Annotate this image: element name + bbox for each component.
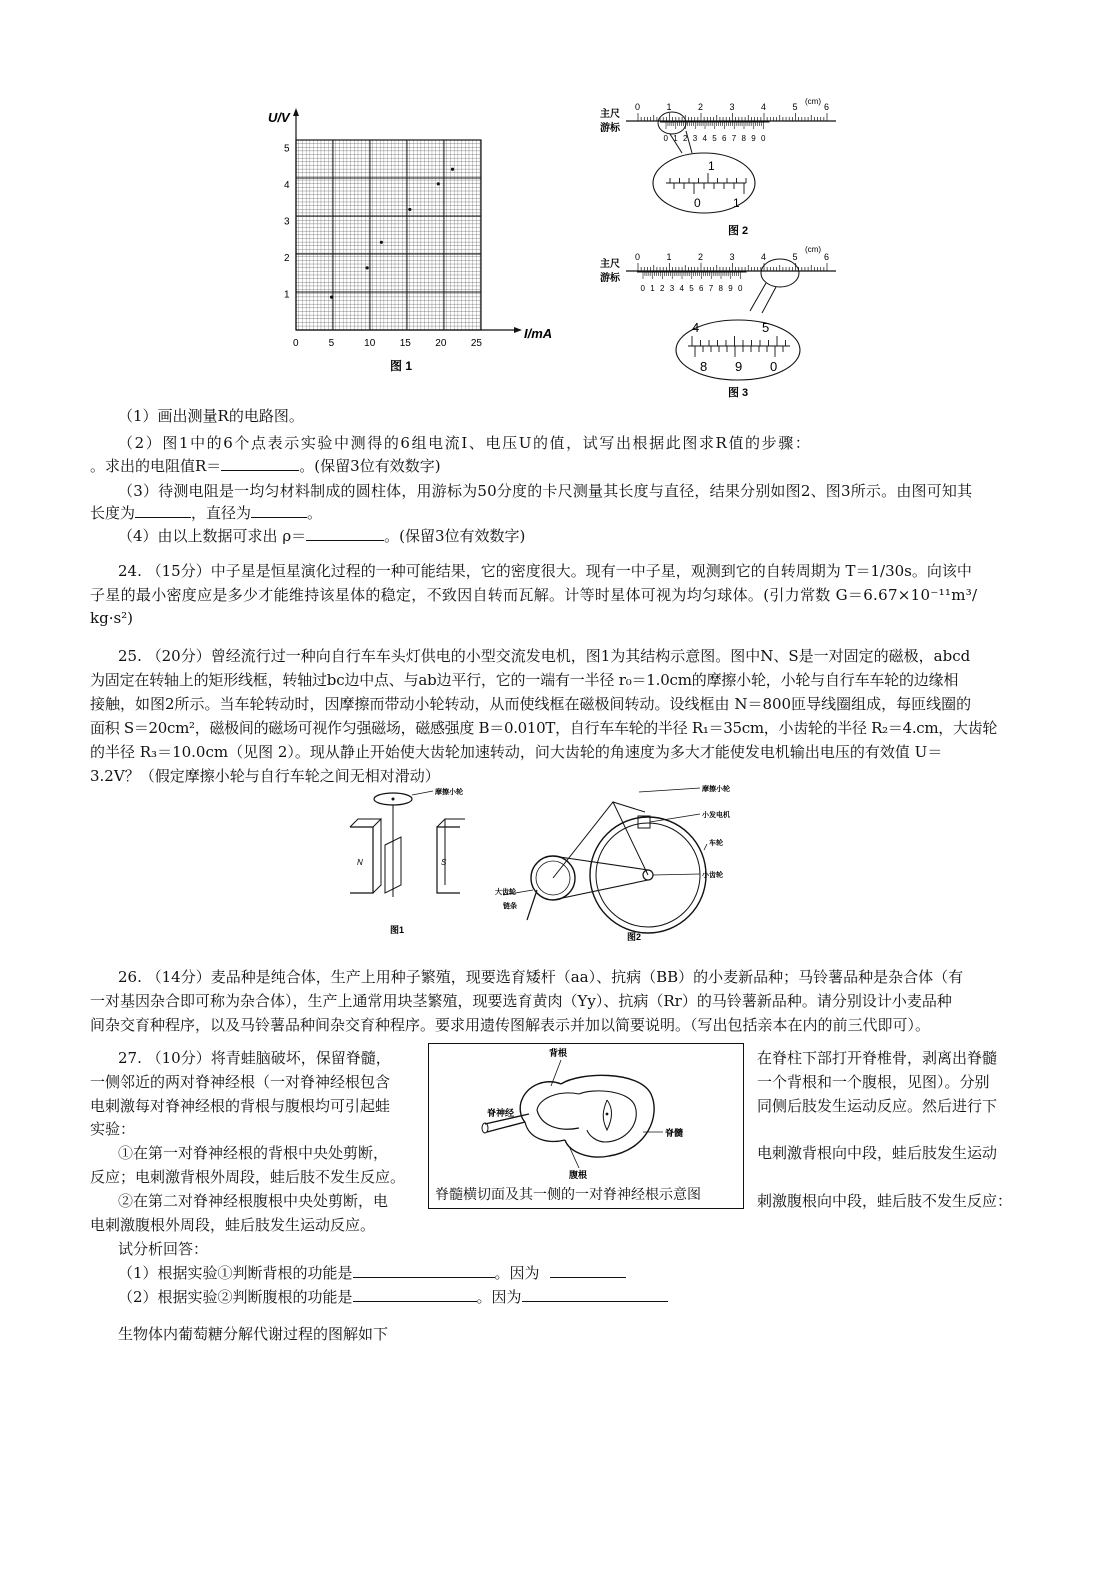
q25-line1: 25. （20分）曾经流行过一种向自行车车头灯供电的小型交流发电机，图1为其结构示意图。图中N、S是一对固定的磁极，abcd <box>118 647 971 665</box>
fig3-zoom-top-1: 5 <box>762 320 770 335</box>
q25-fig1-pole-n: N <box>357 858 363 867</box>
q25-fig1-generator <box>345 785 485 945</box>
fig3-vernier-tick: 6 <box>699 284 704 293</box>
q25-fig2-label-big-gear: 大齿轮 <box>495 889 516 896</box>
q27-ventral-function-blank[interactable] <box>353 1287 477 1302</box>
fig3-caption: 图 3 <box>728 387 749 399</box>
fig3-vernier-tick: 9 <box>728 284 733 293</box>
q25-line4: 面积 S＝20cm²，磁极间的磁场可视作匀强磁场，磁感强度 B＝0.010T，自行车车轮的半径 R₁＝35cm，小齿轮的半径 R₂＝4.cm，大齿轮 <box>90 719 998 737</box>
q25-fig1-caption: 图1 <box>390 925 405 935</box>
q26-line1: 26. （14分）麦品种是纯合体，生产上用种子繁殖，现要选育矮杆（aa）、抗病（BB）的小麦新品种；马铃薯品种是杂合体（有 <box>118 968 964 986</box>
q27-dorsal-reason-blank[interactable] <box>550 1263 626 1278</box>
q25-line2: 为固定在转轴上的矩形线框，转轴过bc边中点、与ab边平行，它的一端有一半径 r₀＝1.0cm的摩擦小轮，小轮与自行车车轮的边缘相 <box>90 671 959 689</box>
fig1-x-tick: 10 <box>364 338 376 349</box>
fig2-vernier-tick: 8 <box>741 134 746 143</box>
fig3-vernier-tick: 5 <box>689 284 694 293</box>
q27-label-ventral-root: 腹根 <box>569 1170 588 1180</box>
fig3-vernier-tick: 8 <box>718 284 723 293</box>
q23-rho-blank[interactable] <box>306 526 384 541</box>
fig2-vernier-caliper <box>600 95 850 240</box>
fig1-data-point <box>451 168 454 171</box>
fig3-vernier-tick: 7 <box>708 284 714 293</box>
q25-line5: 的半径 R₃＝10.0cm（见图 2）。现从静止开始使大齿轮加速转动，问大齿轮的角速度为多大才能使发电机输出电压的有效值 U＝ <box>90 743 943 761</box>
fig2-vernier-tick: 2 <box>683 134 688 143</box>
q23-part3-answer-a: 长度为 <box>90 504 136 522</box>
fig1-x-tick: 0 <box>293 338 299 349</box>
q25-fig2-label-chain: 链条 <box>503 903 517 910</box>
fig1-x-label: I/mA <box>524 326 553 341</box>
q23-part3-answer <box>90 503 322 523</box>
q23-part2-answer-a: 。求出的电阻值R＝ <box>90 457 222 475</box>
q24-line2: 子星的最小密度应是多少才能维持该星体的稳定，不致因自转而瓦解。计等时星体可视为均匀球体。(引力常数 G＝6.67×10⁻¹¹m³/ <box>90 586 978 604</box>
q23-part2: （2）图1中的6个点表示实验中测得的6组电流I、电压U的值，试写出根据此图求R值的步骤： <box>118 434 812 452</box>
q27-answer2 <box>118 1287 668 1307</box>
fig3-zoom-bottom-1: 9 <box>735 359 743 374</box>
q25-fig2-bicycle <box>495 780 755 945</box>
fig2-zoom-top: 1 <box>708 159 715 173</box>
fig1-caption: 图 1 <box>390 359 413 373</box>
fig3-main-tick: 5 <box>792 252 798 262</box>
fig3-vernier-caliper <box>600 243 850 403</box>
fig3-unit: (cm) <box>805 245 821 254</box>
fig1-x-tick: 25 <box>470 338 483 349</box>
q27-right-0: 在脊柱下部打开脊椎骨，剥离出脊髓 <box>757 1049 998 1067</box>
fig1-data-point <box>380 241 383 244</box>
tail-line: 生物体内葡萄糖分解代谢过程的图解如下 <box>118 1325 389 1343</box>
q27-spinal-cord-figure <box>428 1043 744 1209</box>
fig3-zoom-bottom-0: 8 <box>700 359 708 374</box>
fig3-main-tick: 0 <box>635 252 641 262</box>
fig2-vernier-tick: 7 <box>731 134 737 143</box>
q27-label-spinal-cord: 脊髓 <box>665 1128 684 1138</box>
q27-ask: 试分析回答： <box>118 1240 209 1258</box>
fig2-vernier-tick: 0 <box>761 134 766 143</box>
q27-right-4: 刺激腹根向中段，蛙后肢不发生反应： <box>757 1192 1013 1210</box>
q23-part4 <box>118 526 525 546</box>
fig3-main-label: 主尺 <box>600 259 620 270</box>
q27-answer1 <box>118 1263 626 1283</box>
q27-label-spinal-nerve: 脊神经 <box>487 1108 515 1118</box>
fig3-vernier-label: 游标 <box>600 273 620 284</box>
fig1-data-point <box>408 208 411 211</box>
q23-part2-answer <box>90 456 441 476</box>
fig3-main-tick: 3 <box>729 252 735 262</box>
q26-line2: 一对基因杂合即可称为杂合体），生产上通常用块茎繁殖，现要选育黄肉（Yy）、抗病（Rr）的马铃薯新品种。请分别设计小麦品种 <box>90 992 952 1010</box>
fig2-caption: 图 2 <box>728 225 749 237</box>
fig3-vernier-tick: 3 <box>669 284 675 293</box>
q27-answer2-b: 。因为 <box>476 1288 522 1306</box>
q25-fig2-label-generator: 小发电机 <box>702 812 730 819</box>
fig1-data-point <box>366 266 369 269</box>
fig3-zoom-top-0: 4 <box>692 320 700 335</box>
q27-right-1: 一个背根和一个腹根，见图）。分别 <box>757 1073 990 1091</box>
fig1-x-tick: 5 <box>328 338 335 349</box>
fig1-y-tick: 2 <box>284 252 290 264</box>
q27-left-2: 电刺激每对脊神经根的背根与腹根均可引起蛙 <box>90 1097 391 1115</box>
q27-ventral-reason-blank[interactable] <box>522 1287 668 1302</box>
fig2-unit: (cm) <box>805 97 821 106</box>
q25-fig2-caption: 图2 <box>627 932 642 942</box>
q27-left-5: 反应；电刺激背根外周段，蛙后肢不发生反应。 <box>90 1168 406 1186</box>
q25-fig1-pole-s: S <box>441 858 447 867</box>
q27-left-1: 一侧邻近的两对脊神经根（一对脊神经根包含 <box>90 1073 391 1091</box>
q23-part2-answer-b: 。(保留3位有效数字) <box>299 457 441 475</box>
fig2-main-tick: 0 <box>635 102 641 112</box>
q27-label-dorsal-root: 背根 <box>549 1048 568 1058</box>
fig1-data-point <box>437 182 440 185</box>
fig2-zoom-bottom-1: 1 <box>733 196 740 210</box>
fig2-main-tick: 6 <box>824 102 830 112</box>
q25-fig2-label-wheel: 车轮 <box>709 840 723 847</box>
fig2-main-tick: 1 <box>666 102 672 112</box>
fig2-vernier-tick: 9 <box>751 134 756 143</box>
fig2-main-tick: 4 <box>761 102 767 112</box>
fig2-main-tick: 3 <box>729 102 735 112</box>
q27-answer1-b: 。因为 <box>494 1264 540 1282</box>
fig2-vernier-tick: 5 <box>712 134 717 143</box>
fig3-main-tick: 2 <box>698 252 704 262</box>
q23-part3-answer-b: ，直径为 <box>191 504 252 522</box>
fig1-x-tick: 15 <box>399 338 411 349</box>
q25-line6: 3.2V？（假定摩擦小轮与自行车轮之间无相对滑动） <box>90 767 440 785</box>
fig1-y-tick: 4 <box>284 179 290 191</box>
fig2-zoom-bottom-0: 0 <box>694 196 701 210</box>
fig3-vernier-tick: 0 <box>640 284 645 293</box>
q23-part3-answer-c: 。 <box>307 504 323 522</box>
fig2-main-tick: 2 <box>698 102 704 112</box>
q27-dorsal-function-blank[interactable] <box>353 1263 495 1278</box>
q25-fig1-label: 摩擦小轮 <box>435 789 463 796</box>
q27-left-7: 电刺激腹根外周段，蛙后肢发生运动反应。 <box>90 1216 376 1234</box>
q25-fig2-label-friction-wheel: 摩擦小轮 <box>702 786 730 793</box>
fig1-x-tick: 20 <box>435 338 447 349</box>
fig3-main-tick: 6 <box>824 252 830 262</box>
fig2-vernier-tick: 1 <box>673 134 678 143</box>
fig3-vernier-tick: 1 <box>650 284 655 293</box>
fig2-vernier-label: 游标 <box>600 123 620 134</box>
fig1-data-point <box>330 296 333 299</box>
q27-right-2: 同侧后肢发生运动反应。然后进行下 <box>757 1097 998 1115</box>
q23-diameter-blank[interactable] <box>251 503 307 518</box>
fig3-vernier-tick: 2 <box>660 284 665 293</box>
q27-left-3: 实验： <box>90 1120 136 1138</box>
q27-left-0: 27. （10分）将青蛙脑破坏，保留脊髓， <box>118 1049 391 1067</box>
fig2-vernier-tick: 6 <box>722 134 727 143</box>
fig2-vernier-tick: 4 <box>702 134 707 143</box>
fig2-main-label: 主尺 <box>600 109 620 120</box>
fig3-main-tick: 4 <box>761 252 767 262</box>
fig1-y-tick: 3 <box>284 216 290 228</box>
q24-line1: 24. （15分）中子星是恒星演化过程的一种可能结果，它的密度很大。现有一中子星，观测到它的自转周期为 T＝1/30s。向该中 <box>118 562 972 580</box>
q23-part1: （1）画出测量R的电路图。 <box>118 407 304 425</box>
fig1-y-tick: 1 <box>284 289 290 301</box>
fig2-vernier-tick: 3 <box>692 134 698 143</box>
q27-spinal-cord-drawing <box>429 1044 743 1184</box>
q27-right-3: 电刺激背根向中段，蛙后肢发生运动 <box>757 1144 998 1162</box>
q23-resistance-blank[interactable] <box>221 456 299 471</box>
fig3-main-tick: 1 <box>666 252 672 262</box>
q23-part4-b: 。(保留3位有效数字) <box>384 527 526 545</box>
q25-line3: 接触，如图2所示。当车轮转动时，因摩擦而带动小轮转动，从而使线框在磁极间转动。设线框由 N＝800匝导线圈组成，每匝线圈的 <box>90 695 972 713</box>
q26-line3: 间杂交育种程序，以及马铃薯品种间杂交育种程序。要求用遗传图解表示并加以简要说明。（写出包括亲本在内的前三代即可）。 <box>90 1016 931 1034</box>
q25-fig2-label-small-gear: 小齿轮 <box>702 872 723 879</box>
fig2-main-tick: 5 <box>792 102 798 112</box>
q23-part3: （3）待测电阻是一均匀材料制成的圆柱体，用游标为50分度的卡尺测量其长度与直径，结果分别如图2、图3所示。由图可知其 <box>118 482 973 500</box>
q27-figure-caption: 脊髓横切面及其一侧的一对脊神经根示意图 <box>435 1187 701 1203</box>
q27-answer2-a: （2）根据实验②判断腹根的功能是 <box>118 1288 353 1306</box>
fig1-ui-graph <box>262 100 572 380</box>
fig1-y-tick: 5 <box>284 143 290 155</box>
q27-left-4: ①在第一对脊神经根的背根中央处剪断， <box>118 1144 389 1162</box>
q27-answer1-a: （1）根据实验①判断背根的功能是 <box>118 1264 353 1282</box>
fig1-y-label: U/V <box>268 110 290 125</box>
q23-part4-a: （4）由以上数据可求出 ρ＝ <box>118 527 307 545</box>
fig2-vernier-tick: 0 <box>663 134 668 143</box>
fig3-zoom-bottom-2: 0 <box>770 359 778 374</box>
fig3-vernier-tick: 4 <box>679 284 684 293</box>
q23-length-blank[interactable] <box>135 503 191 518</box>
q27-left-6: ②在第二对脊神经根腹根中央处剪断，电 <box>118 1192 389 1210</box>
fig3-vernier-tick: 0 <box>738 284 743 293</box>
q24-line3: kg·s²) <box>90 609 134 627</box>
